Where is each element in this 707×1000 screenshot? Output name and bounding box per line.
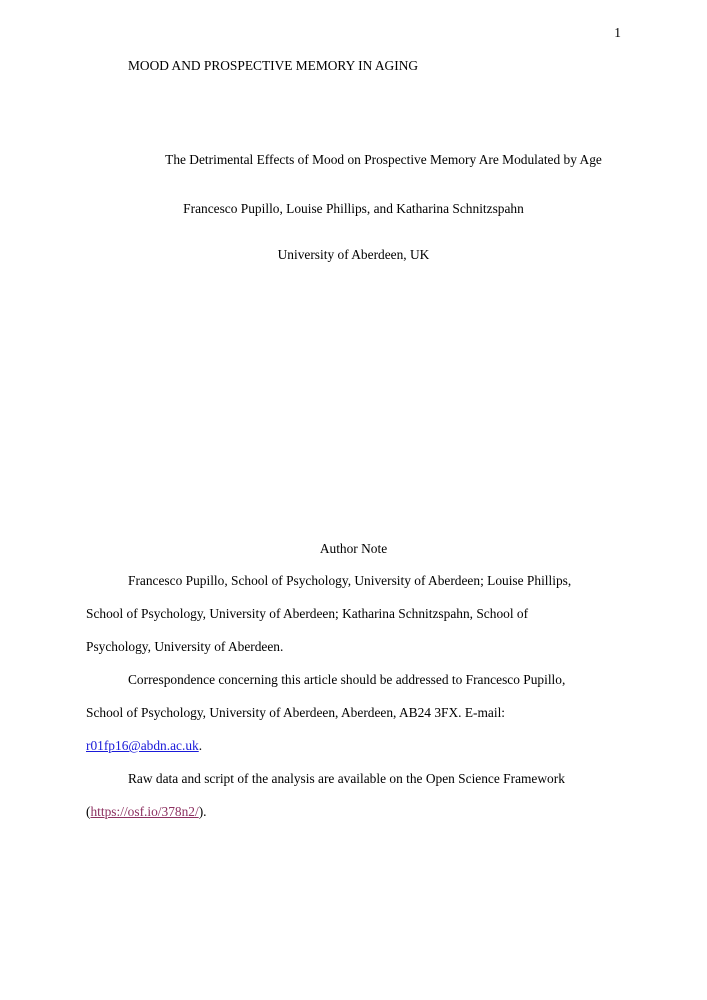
correspondence-line-1: Correspondence concerning this article should be addressed to Francesco Pupillo,	[128, 672, 566, 687]
correspondence-line-2: School of Psychology, University of Aberdeen, Aberdeen, AB24 3FX. E-mail:	[86, 705, 506, 720]
author-note-affiliations-line-1: Francesco Pupillo, School of Psychology, University of Aberdeen; Louise Phillips,	[128, 573, 572, 588]
osf-suffix: ).	[198, 804, 207, 819]
author-note-affiliations-line-2: School of Psychology, University of Aberdeen; Katharina Schnitzspahn, School of	[86, 606, 529, 621]
email-link[interactable]: r01fp16@abdn.ac.uk	[86, 738, 199, 753]
data-availability-link-line	[86, 805, 207, 818]
page-number: 1	[614, 25, 621, 40]
email-suffix: .	[198, 738, 203, 753]
osf-prefix: (	[86, 804, 91, 819]
running-head: MOOD AND PROSPECTIVE MEMORY IN AGING	[128, 58, 419, 73]
author-list: Francesco Pupillo, Louise Phillips, and Katharina Schnitzspahn	[183, 201, 524, 216]
author-note-heading: Author Note	[319, 541, 388, 556]
affiliation: University of Aberdeen, UK	[277, 247, 430, 262]
data-availability-line-1: Raw data and script of the analysis are available on the Open Science Framework	[128, 771, 565, 786]
author-note-affiliations-line-3: Psychology, University of Aberdeen.	[86, 639, 284, 654]
correspondence-email-line	[86, 739, 202, 752]
paper-title: The Detrimental Effects of Mood on Prospective Memory Are Modulated by Age	[165, 152, 602, 167]
osf-link[interactable]: https://osf.io/378n2/	[90, 804, 199, 819]
